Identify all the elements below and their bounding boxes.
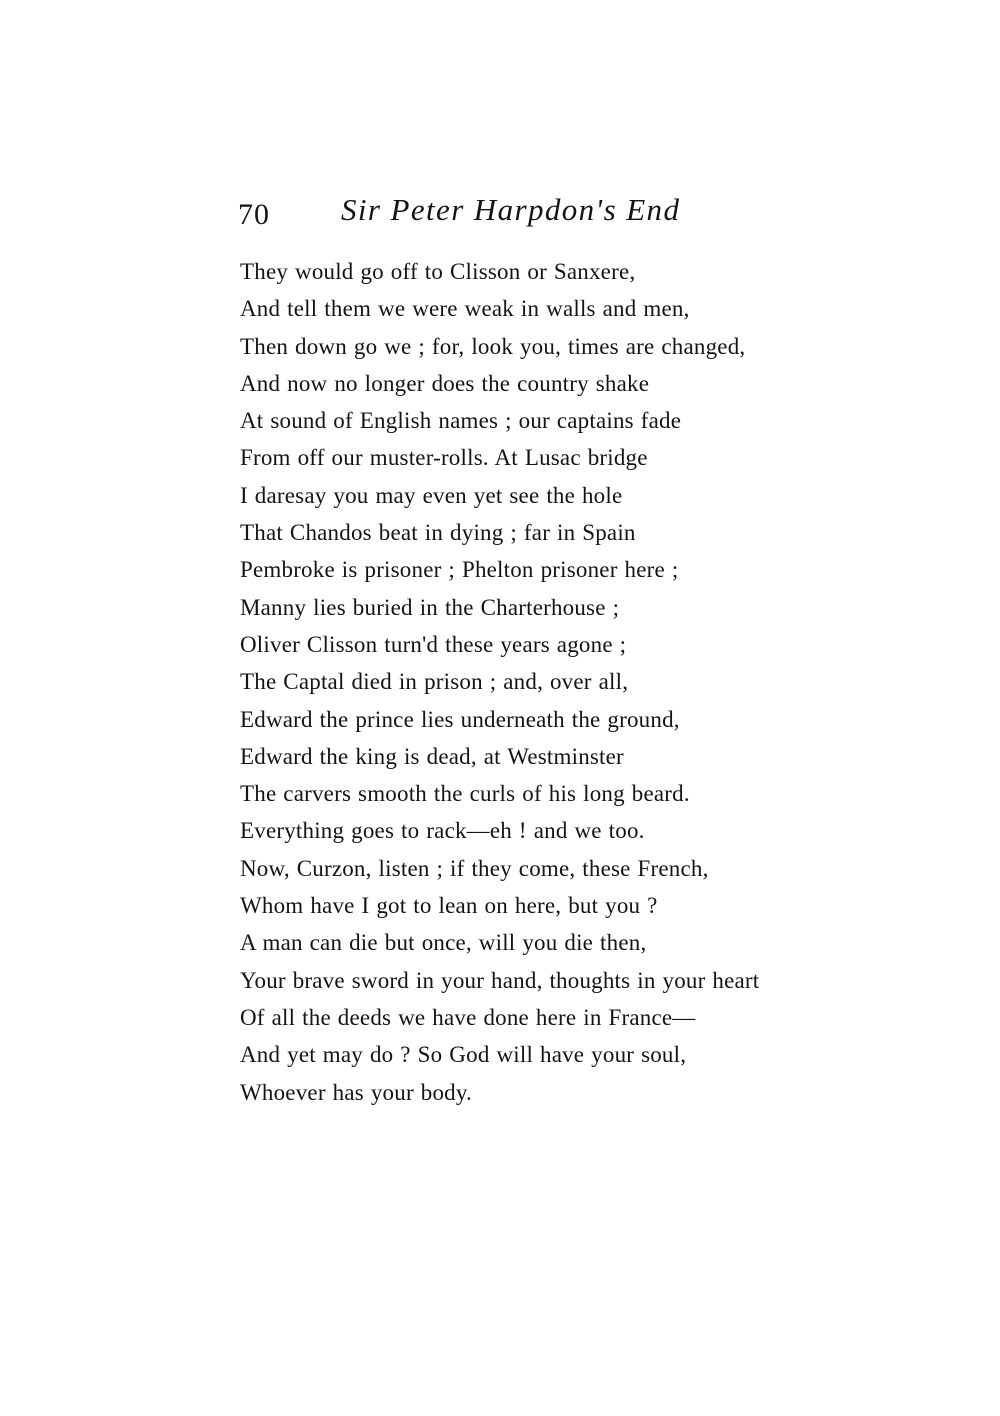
verse-line: From off our muster-rolls. At Lusac bridge — [240, 445, 648, 471]
verse-line: That Chandos beat in dying ; far in Spain — [240, 520, 636, 546]
verse-line: Then down go we ; for, look you, times are changed, — [240, 333, 746, 359]
verse-line: The Captal died in prison ; and, over all, — [240, 669, 629, 695]
verse-line: Edward the king is dead, at Westminster — [240, 743, 624, 769]
running-title: Sir Peter Harpdon's End — [341, 192, 681, 227]
verse-line: Your brave sword in your hand, thoughts in your heart — [240, 967, 760, 993]
page-number: 70 — [238, 198, 270, 231]
verse-line: Pembroke is prisoner ; Phelton prisoner here ; — [240, 557, 679, 583]
verse-line: A man can die but once, will you die then, — [240, 930, 647, 956]
verse-line: Edward the prince lies underneath the ground, — [240, 706, 680, 732]
verse-line: Everything goes to rack—eh ! and we too. — [240, 818, 645, 844]
poem-text — [240, 253, 840, 1111]
verse-line: Now, Curzon, listen ; if they come, these French, — [240, 855, 709, 881]
verse-line: And now no longer does the country shake — [240, 370, 650, 396]
verse-line: The carvers smooth the curls of his long beard. — [240, 781, 690, 807]
running-head — [238, 192, 798, 242]
verse-line: Oliver Clisson turn'd these years agone ; — [240, 631, 627, 657]
verse-line: And tell them we were weak in walls and men, — [240, 296, 690, 322]
verse-line: Whoever has your body. — [240, 1079, 473, 1105]
verse-line: Whom have I got to lean on here, but you ? — [240, 893, 658, 919]
verse-line: And yet may do ? So God will have your soul, — [240, 1042, 687, 1068]
verse-line: They would go off to Clisson or Sanxere, — [240, 259, 636, 284]
verse-line: Of all the deeds we have done here in France— — [240, 1004, 696, 1030]
verse-line: I daresay you may even yet see the hole — [240, 482, 623, 508]
verse-line: Manny lies buried in the Charterhouse ; — [240, 594, 620, 620]
verse-line: At sound of English names ; our captains fade — [240, 408, 682, 434]
